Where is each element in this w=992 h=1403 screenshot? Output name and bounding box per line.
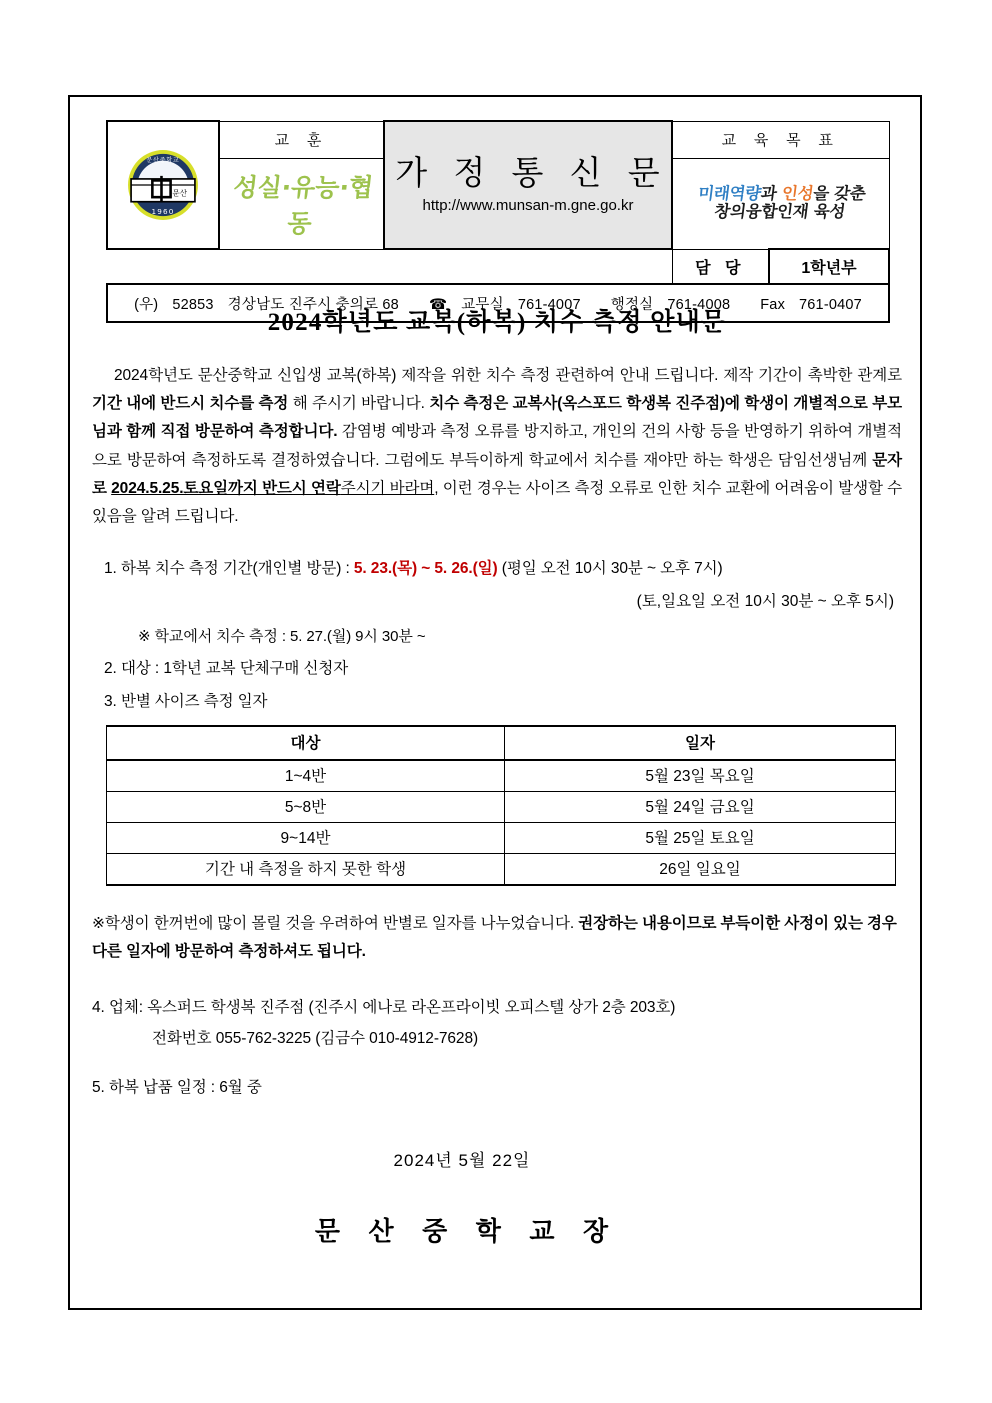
list-item-3 [92, 690, 902, 713]
table-row [107, 760, 896, 792]
row1-target: 1~4반 [107, 760, 505, 792]
list-item-1 [92, 557, 902, 580]
class-schedule-table [106, 725, 896, 886]
newsletter-title-cell [384, 121, 672, 249]
item4-number: 4. [92, 998, 105, 1016]
intro-deadline-emphasis: 2024.5.25.토요일까지 반드시 연락 [111, 479, 341, 497]
item5-number: 5. [92, 1079, 105, 1097]
goal-label-cell [672, 121, 889, 158]
item1-hours: (평일 오전 10시 30분 ~ 오후 7시) [497, 560, 723, 578]
row2-target: 5~8반 [107, 791, 505, 822]
goal-art-cell [672, 158, 889, 249]
signature-school-principal: 문 산 중 학 교 장 [314, 1216, 620, 1246]
signature-date: 2024년 5월 22일 [393, 1150, 531, 1170]
goal-part-equipped: 을 갖춘 [812, 183, 867, 203]
document-body [92, 302, 902, 1248]
goal-part-and: 과 [759, 183, 784, 203]
goal-calligraphy [671, 185, 891, 222]
admin-phone-number: 761-4008 [667, 296, 731, 313]
motto-calligraphy: 성실·유능·협동 [231, 172, 375, 238]
svg-text:1960: 1960 [151, 206, 175, 216]
intro-seg6-bold: 문자로 [92, 451, 902, 497]
intro-seg9: , 이런 경우는 사이즈 측정 오류로 인한 치수 교환에 어려움이 발생할 수 있음을 알려 드립니다. [92, 479, 902, 526]
list-item-2 [92, 657, 902, 680]
admin-phone-label: 행정실 [610, 296, 654, 313]
list-item-4 [92, 996, 902, 1019]
school-address: 경상남도 진주시 충의로 68 [227, 296, 399, 313]
svg-text:문산중학교: 문산중학교 [146, 157, 180, 165]
table-row [107, 822, 896, 853]
item4-label: 업체: 옥스퍼드 학생복 진주점 (진주시 에나로 라온프라이빗 오피스텔 상가 2층 203호) [108, 998, 676, 1016]
school-website-url: http://www.munsan-m.gne.go.kr [422, 196, 634, 214]
newsletter-title: 가 정 통 신 문 [395, 156, 669, 193]
motto-art-cell [219, 158, 384, 249]
charge-label: 담 당 [695, 259, 746, 277]
charge-value: 1학년부 [801, 260, 857, 277]
svg-text:문산: 문산 [172, 188, 188, 198]
motto-label-cell [219, 121, 384, 158]
intro-paragraph [92, 362, 902, 531]
page-title: 2024학년도 교복(하복) 치수 측정 안내문 [267, 309, 727, 336]
table-note-bold: 권장하는 내용이므로 부득이한 사정이 있는 경우 다른 일자에 방문하여 측정하셔도 됩니다. [92, 914, 897, 960]
charge-value-cell [769, 249, 889, 284]
goal-part-character: 인성 [780, 183, 815, 203]
fax-label: Fax [760, 296, 786, 313]
fax-number: 761-0407 [799, 296, 862, 313]
goal-part-future: 미래역량 [697, 183, 763, 203]
intro-seg8-underline: 주시기 바라며 [340, 479, 435, 497]
row4-date: 26일 일요일 [505, 853, 896, 885]
row1-date: 5월 23일 목요일 [505, 760, 896, 792]
letterhead-table [106, 120, 890, 323]
row4-target: 기간 내 측정을 하지 못한 학생 [107, 853, 505, 885]
row3-date: 5월 25일 토요일 [505, 822, 896, 853]
table-note-block [92, 910, 902, 966]
table-header-row [107, 726, 896, 760]
table-note [92, 910, 902, 966]
item1-date-range: 5. 23.(목) ~ 5. 26.(일) [353, 560, 498, 578]
school-emblem-cell [107, 121, 219, 249]
office-phone-label: 교무실 [461, 296, 504, 313]
school-emblem-icon [125, 147, 201, 223]
motto-label: 교 훈 [274, 133, 329, 149]
item1-number: 1. [104, 560, 117, 578]
intro-seg4-bold: 치수 측정은 교복사(옥스포드 학생복 진주점)에 학생이 개별적으로 부모님과 함께 직접 방문하여 측정합니다. [92, 395, 902, 441]
item3-number: 3. [104, 692, 117, 710]
table-row [107, 791, 896, 822]
intro-seg1: 2024학년도 문산중학교 신입생 교복(하복) 제작을 위한 치수 측정 관련하여 안내 드립니다. 제작 기간이 촉박한 관계로 [114, 367, 902, 384]
intro-seg2-bold: 기간 내에 반드시 치수를 측정 [92, 395, 289, 413]
table-header-target: 대상 [107, 726, 505, 760]
goal-label: 교 육 목 표 [721, 133, 840, 149]
item1-sub-note: ※ 학교에서 치수 측정 : 5. 27.(월) 9시 30분 ~ [138, 628, 426, 646]
table-note-regular: ※학생이 한꺼번에 많이 몰릴 것을 우려하여 반별로 일자를 나누었습니다. [92, 914, 579, 932]
item3-label: 반별 사이즈 측정 일자 [120, 692, 268, 710]
charge-label-cell [672, 249, 769, 284]
table-row [107, 853, 896, 885]
item4-phone-line: 전화번호 055-762-3225 (김금수 010-4912-7628) [152, 1030, 479, 1047]
list-item-5 [92, 1076, 902, 1099]
intro-seg5: 감염병 예방과 측정 오류를 방지하고, 개인의 건의 사항 등을 반영하기 위하여 개별적으로 방문하여 측정하도록 결정하였습니다. 그럼에도 부득이하게 학교에서 치수를 재야만 하는 학생은 담임선생님께 [92, 423, 902, 469]
tail-items [92, 996, 902, 1100]
item5-label: 하복 납품 일정 : 6월 중 [108, 1079, 262, 1097]
table-header-date: 일자 [505, 726, 896, 760]
row3-target: 9~14반 [107, 822, 505, 853]
numbered-items [92, 557, 902, 713]
item2-label: 대상 : 1학년 교복 단체구매 신청자 [120, 660, 349, 678]
intro-seg3: 해 주시기 바랍니다. [288, 395, 430, 413]
item1-label: 하복 치수 측정 기간(개인별 방문) : [120, 560, 354, 578]
row2-date: 5월 24일 금요일 [505, 791, 896, 822]
item2-number: 2. [104, 660, 117, 678]
office-phone-number: 761-4007 [517, 296, 581, 313]
goal-line2: 창의융합인재 육성 [713, 202, 847, 222]
page-frame [68, 95, 922, 1310]
item1-hours-line2: (토,일요일 오전 10시 30분 ~ 오후 5시) [636, 593, 894, 611]
postal-code: 52853 [172, 296, 214, 313]
postal-label: (우) [134, 296, 159, 313]
telephone-icon: ☎ [428, 296, 448, 313]
